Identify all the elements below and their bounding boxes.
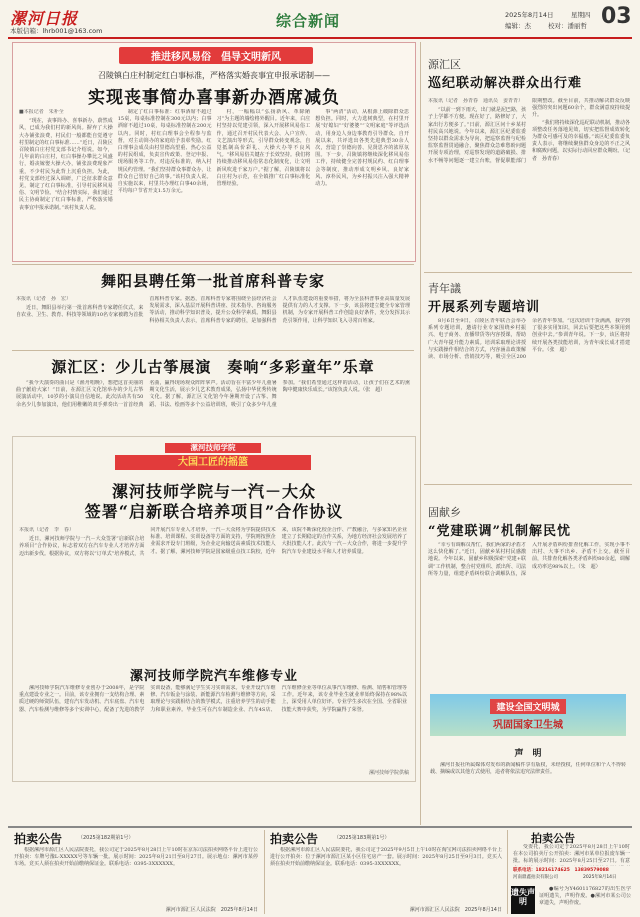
academy-byline: 本报讯（记者 李 春） xyxy=(19,527,75,533)
academy-tag-top: 漯河技师学院 xyxy=(165,443,261,453)
sidebar xyxy=(424,42,632,825)
ad2-para: 根据漯河市源汇区人民法院委托，我公司定于2025年9月5日上午10时在淘宝网司法拍卖网络平台上进行公开拍卖：位于漯河市源汇区某小区住宅房产一套。展示时间：2025年8月25日至9月3日。竞买人须在拍卖开始前缴纳保证金。联系电话：0395-3XXXXXX。 xyxy=(270,847,502,868)
feature-col3: 村，一幅幅以“弘扬新风、革除陋习”为主题的墙绘格外醒目。近年来，白庄村坚持以党建引领，深入开展移风易俗工作，通过召开村民代表大会、入户宣传、文艺演出等形式，引导群众转变观念，自觉抵制高价彩礼、大操大办等不良风气。“移风易俗关键在于长效坚持。我们将持续推动移风易俗常态化制度化，让文明新风吹进千家万户。”据了解，召陵镇将以白庄村为示范，在全镇推广红白事标准化管理经验。 xyxy=(216,109,311,188)
academy-para: 近日，漯河技师学院与一汽－大众签署“启新联合培养项目”合作协议，标志着双方在汽车专业人才培养方面迈出新步伐。根据协议，双方将以“订单式”培养模式，共同开展汽车专业人才培养，一汽－大众将为学院提供技术标准、培训课程、实训设备等方面的支持，学院则按照企业需求开设专门班级，为企业定向输送高素质技术技能人才。据了解，漯河技师学院是国家级重点技工院校，近年来，该院不断深化校企合作、产教融合，与多家知名企业建立了长期稳定的合作关系，为地方经济社会发展培养了大批技能人才。此次与一汽－大众合作，将进一步提升学院汽车专业建设水平和人才培养质量。 xyxy=(19,527,407,557)
date: 2025年8月14日 xyxy=(505,11,554,19)
article3-para: “幸亏有调解员帮忙，我们两家的矛盾才这么快化解了。”近日，固献乡某村村民感激地说。今年以来，固献乡积极探索“党建+联调”工作机制，整合村党组织、派出所、司法所等力量，组建矛盾纠纷联合调解队伍，深入开展矛盾纠纷排查化解工作，实现小事不出村、大事不出乡、矛盾不上交。截至目前，共排查化解各类矛盾纠纷80余起，调解成功率达98%以上。（朱 超） xyxy=(428,542,630,577)
banner-left: 推进移风易俗 xyxy=(151,52,211,63)
rule-orchestra-top xyxy=(12,350,414,351)
sidebar-section-3: 固献乡 xyxy=(428,506,461,519)
academy-title-2: 签署“启新联合培养项目”合作协议 xyxy=(84,502,344,521)
ad3-phone: 联系电话：18216174625 13839579088 xyxy=(513,868,609,873)
sidebar-rule-1 xyxy=(424,272,632,273)
academy-tag-bottom: 大国工匠的摇篮 xyxy=(115,455,311,470)
ad-auction-3 xyxy=(511,830,632,884)
ad1-body xyxy=(14,847,258,903)
feature-banner xyxy=(119,47,313,64)
page-number: 03 xyxy=(601,4,632,29)
article2-title: 开展系列专题培训 xyxy=(428,300,541,315)
notice-body xyxy=(430,762,626,812)
notice-title: 声 明 xyxy=(514,749,542,759)
email-line: 本版信箱：lhrb001@163.com xyxy=(10,27,103,35)
article2-body xyxy=(428,318,630,478)
ad3-title: 拍卖公告 xyxy=(531,832,575,845)
notice-text: 漯河日报社所属媒体对发布的新闻稿件享有版权，未经授权，任何单位和个人不得转载、摘编或以其他方式使用，违者将依法追究法律责任。 xyxy=(430,762,626,776)
promo-line-2: 巩固国家卫生城 xyxy=(493,720,563,731)
feature-body xyxy=(19,109,409,257)
article1-body xyxy=(428,98,630,264)
academy-subtitle: 漯河技师学院汽车维修专业 xyxy=(129,669,298,684)
ad1-sub: （2025第182期第1号） xyxy=(78,835,134,841)
masthead xyxy=(8,6,632,36)
ad1-footer: 漯河市源汇区人民法院 2025年8月14日 xyxy=(165,907,258,913)
ad4-para: ●编号为Y4601176827的出生医学证明遗失，声明作废。●漯河市某公司公章遗失，声明作废。 xyxy=(539,886,631,907)
ad2-sub: （2025第183期第1号） xyxy=(334,835,390,841)
orchestra-title: 源汇区：少儿古筝展演 奏响“多彩童年”乐章 xyxy=(51,358,375,376)
feature-article xyxy=(12,42,416,262)
orchestra-para: “我今天演奏的曲目是《渔舟唱晚》，想把这首美丽的曲子献给大家！”日前，在源汇区文化馆举办的少儿古筝展演活动中，10岁的小演员自信地说。此次活动共有50余名少儿参加演出，他们用稚嫩的双手弹奏出一首首经典名曲，赢得现场观众阵阵掌声。活动旨在丰富少年儿童暑期文化生活，展示少儿艺术教育成果，弘扬中华优秀传统文化。据了解，源汇区文化馆今年暑期开设了古筝、舞蹈、书法、绘画等多个公益培训班，吸引了众多少年儿童参加。“我们希望通过这样的活动，让孩子们在艺术的熏陶中健康快乐成长。”该馆负责人说。（张 超） xyxy=(16,380,410,408)
article3-title: “党建联调”机制解民忧 xyxy=(428,524,571,539)
wuyang-byline: 本报讯（记者 孙 宏） xyxy=(16,296,72,302)
ad-lost-notice xyxy=(511,886,632,914)
academy-title-1: 漯河技师学院与一汽－大众 xyxy=(111,482,316,501)
article1-para1: “以前一到下雨天，出门就是泥巴路，孩子上学都不方便。现在好了，路修好了，大家出行方便多了。”日前，源汇区问十乡某村村民高兴地说。今年以来，源汇区纪委监委坚持以群众需求为导向，把巡察监督与纪检监察监督贯通融合，聚焦群众急难愁盼问题开展专项治理，对巡察发现的道路破损、排水不畅等问题逐一建立台账，督促职能部门限期整改。截至目前，共推动解决群众反映强烈的突出问题60余个，群众满意度持续提升。 xyxy=(428,98,630,164)
editor: 编辑：杰 xyxy=(505,22,531,30)
ad2-title: 拍卖公告 xyxy=(270,832,319,846)
feature-title: 实现丧事简办喜事新办酒席减负 xyxy=(88,88,340,108)
academy-article xyxy=(12,436,416,782)
academy-body xyxy=(19,527,407,663)
sidebar-divider xyxy=(420,42,421,825)
academy-credit: 漯河技师学院供稿 xyxy=(368,770,409,776)
article1-byline: 本报讯（记者 孙青春 通讯员 姜青青） xyxy=(428,98,524,104)
ad2-footer: 漯河市源汇区人民法院 2025年8月14日 xyxy=(409,907,502,913)
ad3-company: 河南鼎鑫拍卖有限公司 xyxy=(513,875,558,880)
ad1-title: 拍卖公告 xyxy=(14,832,63,846)
ad-divider-2 xyxy=(507,830,508,914)
wuyang-para: 近日，舞阳县举行第一批首席科普专家聘任仪式，来自农业、卫生、教育、科技等领域的10名专家被聘为首批首席科普专家。据悉，首席科普专家将围绕全县经济社会发展需求，深入基层开展科普讲座、技术指导、咨询服务等活动，推动科学知识普及，提升公众科学素质。舞阳县科协相关负责人表示，首席科普专家的聘任，是加强科普人才队伍建设的重要举措，将为全县科普事业高质量发展提供有力的人才支撑。下一步，该县将建立健全专家管理机制，为专家开展科普工作创造良好条件，充分发挥其示范引领作用，让科学知识飞入寻常百姓家。 xyxy=(16,296,410,324)
article1-title: 巡纪联动解决群众出行难 xyxy=(428,76,583,91)
ad4-body xyxy=(539,886,631,914)
ad3-para: 受委托，我公司定于2025年8月28日上午10时在本公司拍卖厅公开拍卖：漯河市某单位报废车辆一批。标的展示时间：2025年8月25日至27日。有意 xyxy=(513,844,630,865)
article3-body xyxy=(428,542,630,692)
ad4-title: 遗失声明 xyxy=(511,886,535,914)
feature-col4: 事“两清”活动，从根源上破除群众思想负担。同时，大力选树典型，在村里开展“好媳妇”“好婆婆”“文明家庭”等评选活动，用身边人身边事教育引导群众。自开展以来，共评选出各类先进典型30余人次，营造了崇德向善、见贤思齐的浓厚氛围。下一步，召陵镇将继续深化移风易俗工作，持续健全完善村规民约、红白理事会等制度，推动形成文明乡风、良好家风、淳朴民风，为乡村振兴注入强大精神动力。 xyxy=(315,109,409,188)
promo-line-1: 建设全国文明城 xyxy=(490,699,565,714)
academy-body2 xyxy=(19,685,407,767)
academy-tag xyxy=(115,443,311,471)
sidebar-rule-2 xyxy=(424,484,632,485)
ad2-body xyxy=(270,847,502,903)
sidebar-section-1: 源汇区 xyxy=(428,58,461,71)
ad1-para: 根据漯河市源汇区人民法院委托，我公司定于2025年8月28日上午10时在京东司法拍卖网络平台上进行公开拍卖：车牌号豫L·XXXXX号等车辆一批。展示时间：2025年8月21日至8月27日。展示地点：漯河市某停车场。竞买人须在拍卖开始前缴纳保证金。联系电话：0395-3XXXXXX。 xyxy=(14,847,258,868)
ad3-body xyxy=(513,844,630,866)
weekday: 星期四 xyxy=(571,11,591,19)
paper-logo: 漯河日报 xyxy=(10,9,79,28)
feature-col1: “现在，丧事简办、喜事新办，蔚然成风，已成为我们村的新风尚。摒弃了大操大办铺张浪费，村民们一般都能自觉遵守村里制定的红白事标准……”近日，召陵区召陵镇白庄村党支部书记介绍说。如今，几年前的白庄村，红白事操办攀比之风盛行，婚丧嫁娶大操大办，铺张浪费现象严重，不少村民为此背上沉重负担。为此，村党支部经过深入调研，广泛征求群众意见，制定了红白事标准，引导村民移风易俗、文明节俭。“结合村情实际，我们通过民主协商制定了红白事标准，严格落实婚丧事宜申报承诺制。”该村负责人说。 xyxy=(19,118,113,211)
ad3-date: 2025年8月14日 xyxy=(583,875,617,880)
ad-auction-2 xyxy=(268,830,504,914)
academy-para2: 漯河技师学院汽车维修专业创办于2008年，是学院重点建设专业之一。目前，该专业拥有一支结构合理、素质过硬的师资队伍，建有汽车发动机、汽车底盘、汽车电器、汽车检测与维修等多个实训中心，配备了先进的教学实训设备，能够满足学生实习实训需求。专业开设汽车维修、汽车钣金与涂装、新能源汽车检测与维修等方向，采取理论与实践相结合的教学模式，注重培养学生的动手能力和职业素养。毕业生可在汽车制造企业、汽车4S店、汽车维修企业等单位从事汽车维修、检测、销售和管理等工作。近年来，该专业毕业生就业率始终保持在98%以上，深受用人单位好评。专业学生多次在全国、全省职业技能大赛中获奖，为学院赢得了荣誉。 xyxy=(19,685,407,713)
rule-wuyang-top xyxy=(12,264,414,265)
ads-rule xyxy=(8,826,632,828)
proofreader: 校对：潘丽哲 xyxy=(548,22,587,30)
wuyang-title: 舞阳县聘任第一批首席科普专家 xyxy=(100,272,325,290)
feature-byline: ■本报记者 朱补全 xyxy=(19,109,64,115)
feature-col2: 制定了红白事标准：红事酒席不超过15桌，每桌标准控制在300元以内；白事酒席不超过10桌，每桌标准控制在200元以内。同时，村红白理事会全程参与监督，对主动简办的家庭给予表彰奖励。红白理事会成员由村里德高望重、热心公益的村民组成，负责宣传政策、登记申报、现场服务等工作。对违反标准的，纳入村规民约管理。“我们坚持群众事群众办，让群众自己管好自己的事。”该村负责人说。自实施以来，村里共办理红白事40余场，平均每户节省开支1.5万余元。 xyxy=(117,109,212,195)
ad-auction-1 xyxy=(12,830,260,914)
civic-promo xyxy=(430,694,626,736)
sidebar-section-2: 青年議 xyxy=(428,282,461,295)
wuyang-body xyxy=(16,296,410,346)
feature-subtitle: 召陵镇白庄村制定红白事标准，严格落实婚丧事宜申报承诺制—— xyxy=(98,71,330,80)
banner-right: 倡导文明新风 xyxy=(221,52,281,63)
ad-divider-1 xyxy=(264,830,265,914)
orchestra-body xyxy=(16,380,410,432)
masthead-rule xyxy=(8,37,632,39)
section-title: 综合新闻 xyxy=(276,12,341,30)
article1-para2: “我们将持续深化巡纪联动机制，推动各项整改任务落地见效，切实把监督成效转化为群众可感可及的幸福感。”该区纪委监委负责人表示，将继续聚焦群众身边的不正之风和腐败问题，以实际行动回应群众期盼。（记者 孙青春） xyxy=(532,119,630,162)
article2-para: 8月6日至9日，召陵区青年联合会举办系列专题培训，邀请行业专家围绕乡村振兴、电子商务、直播带货等内容授课，帮助广大青年提升能力素质。培训采取理论讲授与实践操作相结合的方式，内容涵盖政策解读、市场分析、营销技巧等，吸引全区200余名青年参加。“这次培训干货满满，我学到了很多实用知识，回去后要把这些本领用到创业中去。”参训青年说。下一步，该区将持续开展各类技能培训，为青年成长成才搭建平台。（张 超） xyxy=(428,318,630,361)
